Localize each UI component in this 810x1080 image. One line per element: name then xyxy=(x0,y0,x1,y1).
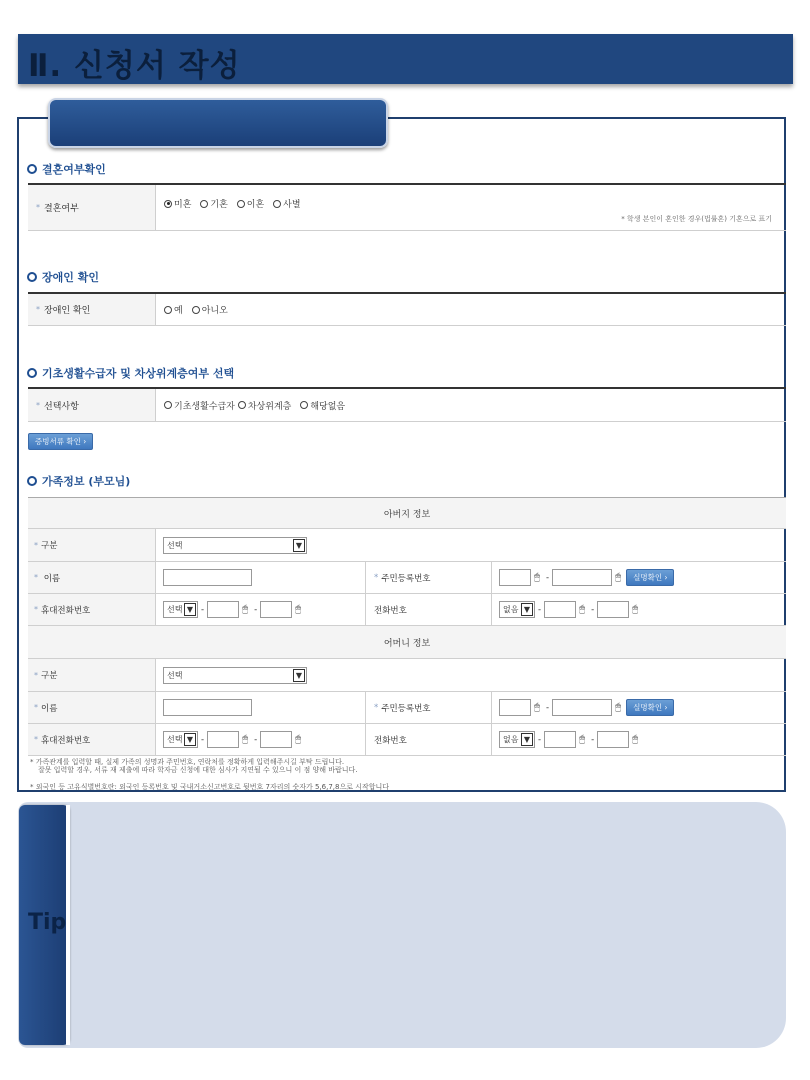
mother-rrn-front-input[interactable] xyxy=(499,699,531,716)
basic-label: * 선택사항 xyxy=(28,389,156,421)
mother-name-row: * 이름 * 주민등록번호 🖱 - 🖱 실명확인 › xyxy=(28,692,786,724)
radio-yes[interactable]: 예 xyxy=(164,303,183,316)
radio-no[interactable]: 아니오 xyxy=(192,303,228,316)
mother-type-row: * 구분 선택 ▼ xyxy=(28,659,786,692)
radio-none[interactable]: 해당없음 xyxy=(300,399,345,412)
tip-panel xyxy=(18,802,786,1048)
father-name-input[interactable] xyxy=(163,569,252,586)
family-notes: * 가족관계를 입력할 때, 실제 가족의 성명과 주민번호, 연락처를 정확하게 입력해주시길 부탁 드립니다. 잘못 입력할 경우, 서류 재 제출에 따라 학자금 신청에 대한 심사가 지연될 수 있으니 이 점 양해 바랍니다. xyxy=(30,758,358,774)
mother-header: 어머니 정보 xyxy=(28,626,786,658)
father-name-row: * 이름 * 주민등록번호 🖱 - 🖱 실명확인 › xyxy=(28,562,786,594)
marriage-label: * 결혼여부 xyxy=(28,185,156,230)
chevron-right-icon: › xyxy=(83,437,87,446)
mouse-icon: 🖱 xyxy=(242,604,249,615)
marriage-note: * 학생 본인이 혼인한 경우(법률혼) 기혼으로 표기 xyxy=(621,215,772,223)
mother-mobile-mid-input[interactable] xyxy=(207,731,239,748)
foreigner-note: * 외국인 등 고유식별번호란: 외국인 등록번호 및 국내거소신고번호로 뒷번호 7자리의 숫자가 5,6,7,8으로 시작합니다 xyxy=(30,783,390,791)
mother-mobile-last-input[interactable] xyxy=(260,731,292,748)
mouse-icon: 🖱 xyxy=(534,572,540,583)
basic-row xyxy=(28,389,786,422)
bullet-icon xyxy=(27,368,37,378)
mouse-icon: 🖱 xyxy=(534,702,540,713)
bullet-icon xyxy=(27,272,37,282)
mouse-icon: 🖱 xyxy=(242,734,249,745)
mouse-icon: 🖱 xyxy=(295,734,302,745)
father-type-select[interactable]: 선택 ▼ xyxy=(163,537,307,554)
mother-phone-row: * 휴대전화번호 선택 ▼ - 🖱 - 🖱 전화번호 없음 ▼ - 🖱 - 🖱 xyxy=(28,724,786,756)
mouse-icon: 🖱 xyxy=(615,572,622,583)
tip-tab xyxy=(19,805,69,1045)
father-phone-last-input[interactable] xyxy=(597,601,629,618)
father-phone-mid-input[interactable] xyxy=(544,601,576,618)
father-mobile-prefix-select[interactable]: 선택 ▼ xyxy=(163,601,198,618)
mouse-icon: 🖱 xyxy=(632,604,639,615)
basic-options xyxy=(156,389,786,421)
disability-table xyxy=(28,292,786,326)
page-title: Ⅱ. 신청서 작성 xyxy=(28,48,241,84)
mouse-icon: 🖱 xyxy=(632,734,639,745)
father-mobile-mid-input[interactable] xyxy=(207,601,239,618)
father-rrn-back-input[interactable] xyxy=(552,569,612,586)
section-title-basic: 기초생활수급자 및 차상위계층여부 선택 xyxy=(27,365,234,381)
mother-mobile-prefix-select[interactable]: 선택 ▼ xyxy=(163,731,198,748)
tip-divider xyxy=(66,805,70,1045)
dropdown-arrow-icon: ▼ xyxy=(184,603,196,616)
dropdown-arrow-icon: ▼ xyxy=(521,603,533,616)
father-header: 아버지 정보 xyxy=(28,498,786,528)
father-type-row: * 구분 선택 ▼ xyxy=(28,529,786,562)
mouse-icon: 🖱 xyxy=(295,604,302,615)
radio-divorced[interactable]: 이혼 xyxy=(237,197,264,210)
mother-phone-prefix-select[interactable]: 없음 ▼ xyxy=(499,731,535,748)
radio-widowed[interactable]: 사별 xyxy=(273,197,300,210)
section-title-marriage: 결혼여부확인 xyxy=(27,161,106,177)
disability-row xyxy=(28,294,786,326)
mother-phone-mid-input[interactable] xyxy=(544,731,576,748)
father-phone-prefix-select[interactable]: 없음 ▼ xyxy=(499,601,535,618)
marriage-options xyxy=(156,185,786,230)
family-table xyxy=(28,497,786,756)
mother-verify-button[interactable]: 실명확인 › xyxy=(626,699,674,716)
dropdown-arrow-icon: ▼ xyxy=(293,669,305,682)
disability-label: * 장애인 확인 xyxy=(28,294,156,325)
disability-options xyxy=(156,294,786,325)
dropdown-arrow-icon: ▼ xyxy=(184,733,196,746)
dropdown-arrow-icon: ▼ xyxy=(293,539,305,552)
father-verify-button[interactable]: 실명확인 › xyxy=(626,569,674,586)
radio-near-poverty[interactable]: 차상위계층 xyxy=(238,399,291,412)
dropdown-arrow-icon: ▼ xyxy=(521,733,533,746)
tip-label: Tip xyxy=(28,910,67,935)
doc-check-button[interactable]: 증빙서류 확인 › xyxy=(28,433,93,450)
mother-header-row xyxy=(28,626,786,659)
radio-married[interactable]: 기혼 xyxy=(200,197,227,210)
father-mobile-last-input[interactable] xyxy=(260,601,292,618)
marriage-row xyxy=(28,185,786,231)
mother-rrn-back-input[interactable] xyxy=(552,699,612,716)
section-title-disability: 장애인 확인 xyxy=(27,269,99,285)
mother-phone-last-input[interactable] xyxy=(597,731,629,748)
radio-basic-recipient[interactable]: 기초생활수급자 xyxy=(164,399,235,412)
page-header xyxy=(18,34,793,84)
form-tab-decoration xyxy=(48,98,388,148)
bullet-icon xyxy=(27,164,37,174)
radio-single[interactable]: 미혼 xyxy=(164,197,191,210)
father-phone-row: * 휴대전화번호 선택 ▼ - 🖱 - 🖱 전화번호 없음 ▼ - 🖱 - 🖱 xyxy=(28,594,786,626)
mother-name-input[interactable] xyxy=(163,699,252,716)
father-rrn-front-input[interactable] xyxy=(499,569,531,586)
basic-table xyxy=(28,387,786,422)
mouse-icon: 🖱 xyxy=(579,734,586,745)
marriage-table xyxy=(28,183,786,231)
mouse-icon: 🖱 xyxy=(615,702,622,713)
section-title-family: 가족정보 (부모님) xyxy=(27,473,130,489)
father-header-row xyxy=(28,498,786,529)
bullet-icon xyxy=(27,476,37,486)
mother-type-select[interactable]: 선택 ▼ xyxy=(163,667,307,684)
mouse-icon: 🖱 xyxy=(579,604,586,615)
